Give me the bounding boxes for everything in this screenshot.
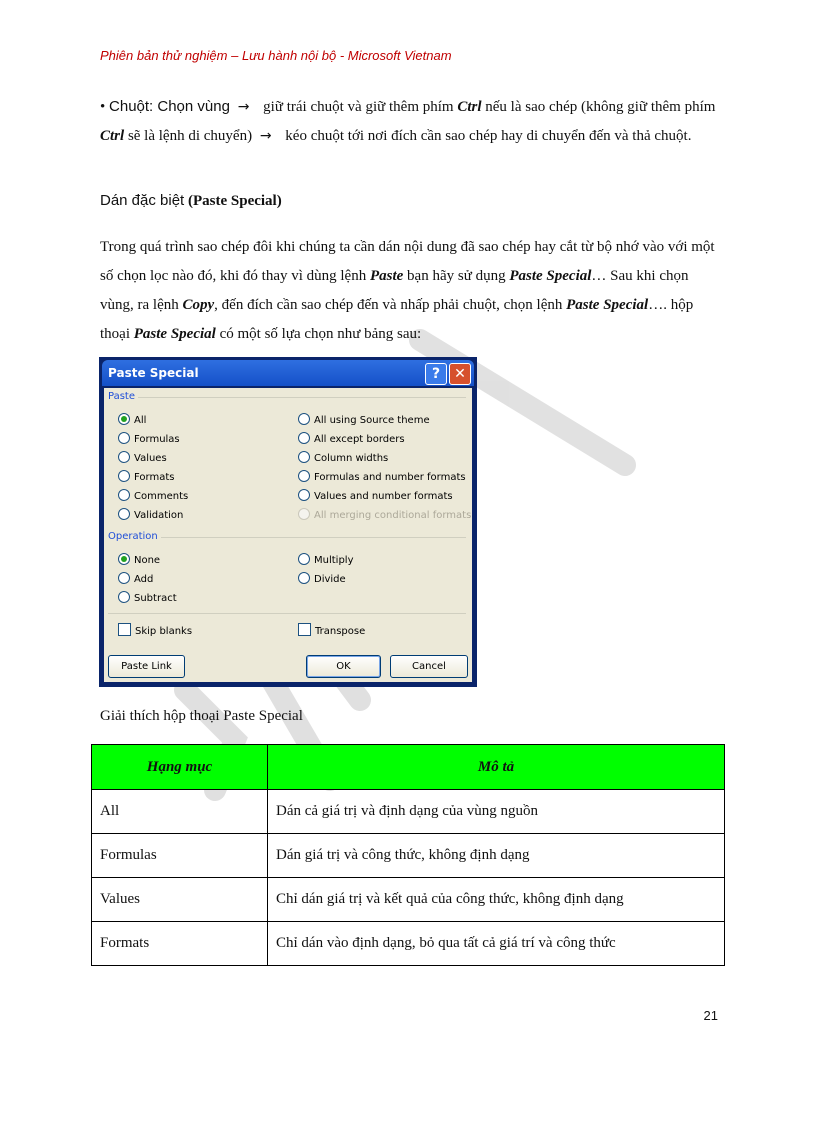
radio-all-source-theme[interactable]: All using Source theme	[298, 413, 430, 428]
skip-blanks-checkbox[interactable]: Skip blanks	[118, 623, 192, 638]
header-category: Hạng mục	[92, 745, 268, 790]
intro-paragraph: • Chuột: Chọn vùng → giữ trái chuột và giữ thêm phím Ctrl nếu là sao chép (không giữ thêm phím Ctrl sẽ là lệnh di chuyển) → kéo chuột tới nơi đích cần sao chép hay di chuyển đến và thả chuột.	[100, 98, 716, 144]
dialog-title: Paste Special	[108, 366, 199, 380]
radio-values-number-formats[interactable]: Values and number formats	[298, 489, 453, 504]
help-button[interactable]: ?	[425, 363, 447, 385]
radio-none[interactable]: None	[118, 553, 160, 568]
header-description: Mô tả	[268, 745, 725, 790]
paste-link-button[interactable]: Paste Link	[108, 655, 185, 678]
paste-special-dialog	[99, 357, 477, 687]
cancel-button[interactable]: Cancel	[390, 655, 468, 678]
dialog-body	[104, 388, 472, 682]
explanation-table	[91, 744, 725, 966]
table-row: All Dán cả giá trị và định dạng của vùng nguồn	[92, 790, 725, 834]
radio-validation[interactable]: Validation	[118, 508, 183, 523]
operation-group-label: Operation	[108, 531, 161, 542]
radio-divide[interactable]: Divide	[298, 572, 346, 587]
radio-formulas-number-formats[interactable]: Formulas and number formats	[298, 470, 466, 485]
table-row: Formats Chỉ dán vào định dạng, bỏ qua tất cả giá trí và công thức	[92, 922, 725, 966]
paste-group-label: Paste	[108, 391, 138, 402]
radio-all-except-borders[interactable]: All except borders	[298, 432, 405, 447]
body-paragraph: Trong quá trình sao chép đôi khi chúng ta cần dán nội dung đã sao chép hay cắt từ bộ nhớ vào với một số chọn lọc nào đó, khi đó thay vì dùng lệnh Paste bạn hãy sử dụng Paste Special… Sau khi chọn vùng, ra lệnh Copy, đến đích cần sao chép đến và nhấp phải chuột, chọn lệnh Paste Special…. hộp thoại Paste Special có một số lựa chọn như bảng sau:	[100, 239, 715, 342]
table-row: Formulas Dán giá trị và công thức, không định dạng	[92, 834, 725, 878]
close-button[interactable]: ✕	[449, 363, 471, 385]
radio-comments[interactable]: Comments	[118, 489, 188, 504]
ok-button[interactable]: OK	[306, 655, 381, 678]
radio-all-merging-conditional-formats: All merging conditional formats	[298, 508, 471, 523]
radio-multiply[interactable]: Multiply	[298, 553, 354, 568]
arrow-icon: →	[259, 128, 272, 144]
table-row: Values Chỉ dán giá trị và kết quả của công thức, không định dạng	[92, 878, 725, 922]
table-caption: Giải thích hộp thoại Paste Special	[100, 708, 303, 724]
radio-formats[interactable]: Formats	[118, 470, 174, 485]
page-header: Phiên bản thử nghiệm – Lưu hành nội bộ - Microsoft Vietnam	[100, 48, 452, 63]
radio-formulas[interactable]: Formulas	[118, 432, 180, 447]
radio-all[interactable]: All	[118, 413, 146, 428]
dialog-titlebar	[102, 360, 474, 386]
arrow-icon: →	[237, 99, 250, 115]
transpose-checkbox[interactable]: Transpose	[298, 623, 365, 638]
table-header-row	[92, 745, 725, 790]
radio-add[interactable]: Add	[118, 572, 153, 587]
page-number: 21	[703, 1008, 718, 1023]
radio-subtract[interactable]: Subtract	[118, 591, 177, 606]
radio-column-widths[interactable]: Column widths	[298, 451, 388, 466]
radio-values[interactable]: Values	[118, 451, 167, 466]
section-heading: Dán đặc biệt (Paste Special)	[100, 192, 282, 209]
